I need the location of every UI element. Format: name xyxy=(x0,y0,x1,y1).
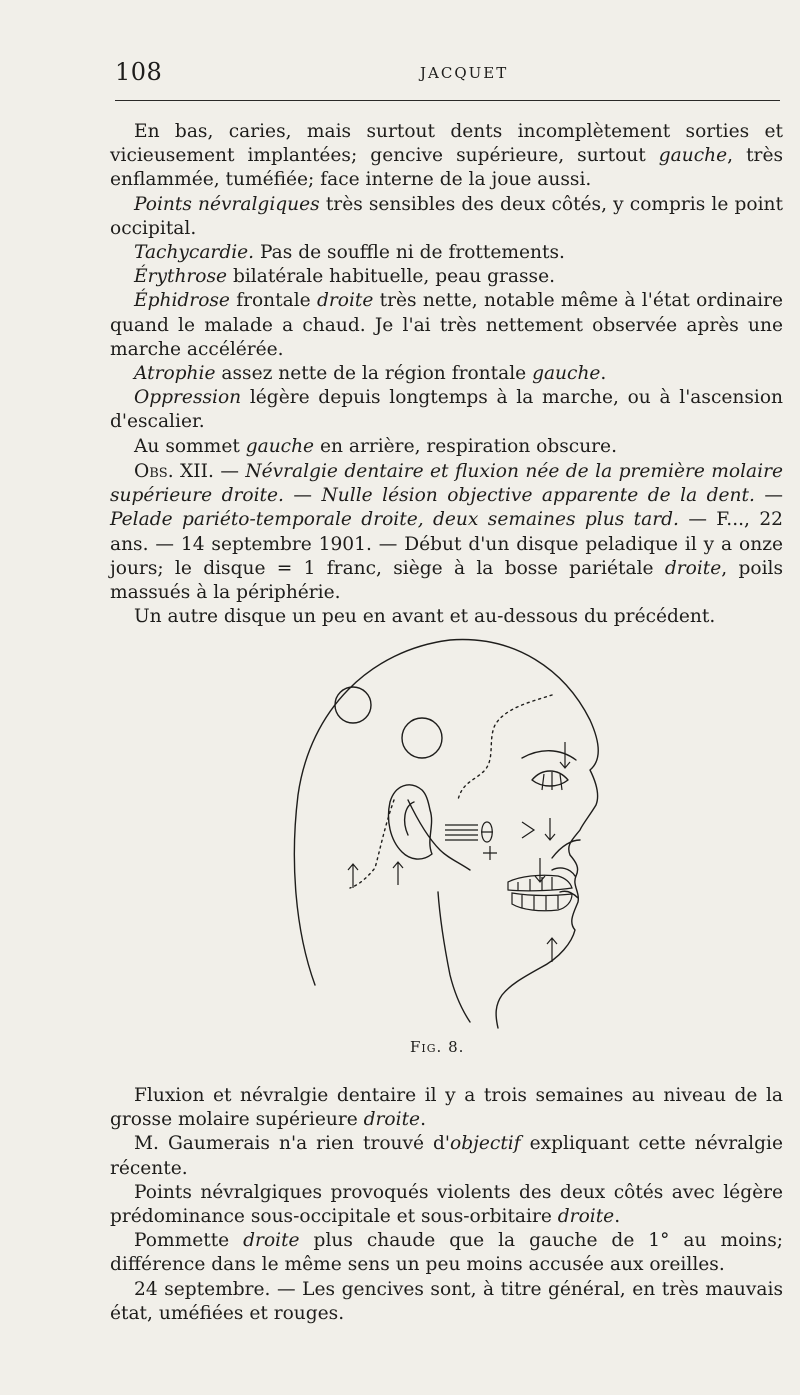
page-number: 108 xyxy=(115,58,163,86)
paragraph-pommette: Pommette droite plus chaude que la gauche de 1° au moins; différence dans le même sens un peu moins accusée aux oreilles. xyxy=(110,1230,784,1276)
text-block-top xyxy=(110,120,783,459)
nasolabial-fold xyxy=(552,840,580,858)
cross-symbol xyxy=(483,846,497,860)
paragraph-caries: En bas, caries, mais surtout dents incomplètement sorties et vicieusement implantées; gencive supérieure, surtout gauche, très enflammée, tuméfiée; face interne de la joue aussi. xyxy=(110,121,783,191)
lips xyxy=(552,868,578,898)
hairline-back xyxy=(350,800,394,888)
paragraph-gaumerais: M. Gaumerais n'a rien trouvé d'objectif expliquant cette névralgie récente. xyxy=(110,1133,783,1179)
ear-inner xyxy=(405,802,414,835)
ear-outline xyxy=(389,785,433,859)
pelade-disc-upper xyxy=(335,687,371,723)
paragraph-ephidrose: Éphidrose frontale droite très nette, notable même à l'état ordinaire quand le malade a chaud. Je l'ai très nettement observée après une marche accélérée. xyxy=(110,290,783,360)
observation-continued: Un autre disque un peu en avant et au-dessous du précédent. xyxy=(134,606,716,628)
paragraph-sommet: Au sommet gauche en arrière, respiration obscure. xyxy=(134,435,617,457)
eyebrow xyxy=(522,751,576,760)
running-head: JACQUET xyxy=(420,64,509,82)
head-profile-figure xyxy=(290,630,620,1035)
paragraph-oppression: Oppression légère depuis longtemps à la marche, ou à l'ascension d'escalier. xyxy=(110,387,783,433)
theta-symbol xyxy=(481,822,493,842)
arrow-cheek xyxy=(545,818,555,840)
text-block-bottom xyxy=(110,1084,783,1326)
header-rule xyxy=(115,100,780,101)
paragraph-24-septembre: 24 septembre. — Les gencives sont, à titre général, en très mauvais état, uméfiées et rouges. xyxy=(110,1278,783,1324)
paragraph-fluxion: Fluxion et névralgie dentaire il y a trois semaines au niveau de la grosse molaire supérieure droite. xyxy=(110,1085,783,1131)
head-outline xyxy=(294,640,598,1028)
paragraph-atrophie: Atrophie assez nette de la région frontale gauche. xyxy=(134,363,607,385)
neck-line xyxy=(438,892,470,1022)
paragraph-points-nevralgiques: Points névralgiques très sensibles des deux côtés, y compris le point occipital. xyxy=(110,193,783,239)
chevron-symbol xyxy=(522,822,534,838)
observation-paragraph: Obs. XII. — Névralgie dentaire et fluxion née de la première molaire supérieure droite. — Nulle lésion objective apparente de la dent. — Pelade pariéto-temporale droite, deux semaines plus tard. — F..., 22 ans. — 14 septembre 1901. — Début d'un disque peladique il y a onze jours; le disque = 1 franc, siège à la bosse pariétale droite, poils massués à la périphérie. xyxy=(110,461,783,604)
eye-marks xyxy=(542,772,562,790)
pelade-disc-lower xyxy=(402,718,442,758)
eye xyxy=(532,771,568,786)
page-header xyxy=(115,52,780,92)
arrow-nape xyxy=(393,862,403,885)
arrow-lip xyxy=(535,858,545,882)
teeth-lower xyxy=(512,893,572,911)
figure-caption: Fig. 8. xyxy=(410,1038,465,1056)
paragraph-erythrose: Érythrose bilatérale habituelle, peau grasse. xyxy=(134,266,555,288)
text-block-observation xyxy=(110,460,783,629)
paragraph-points-provoques: Points névralgiques provoqués violents des deux côtés avec légère prédominance sous-occipitale et sous-orbitaire droite. xyxy=(110,1181,783,1228)
zone-hatch xyxy=(445,825,478,840)
paragraph-tachycardie: Tachycardie. Pas de souffle ni de frottements. xyxy=(134,242,565,264)
